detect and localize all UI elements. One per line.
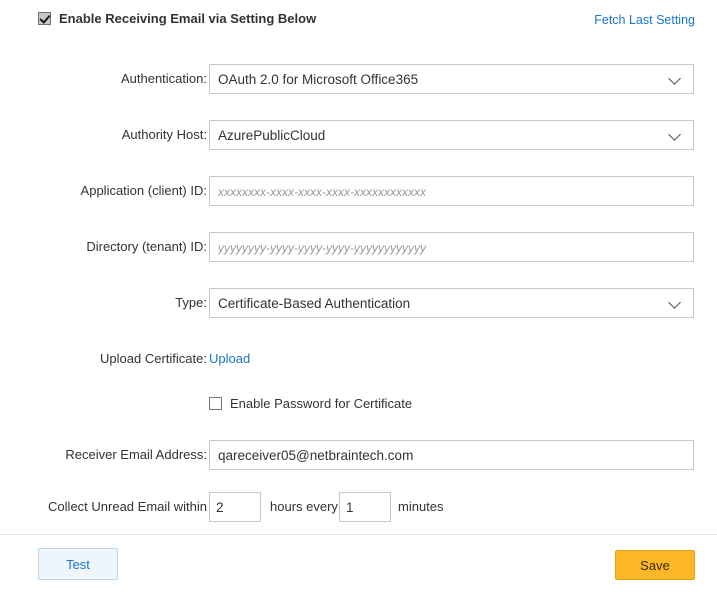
client-id-input[interactable] <box>209 176 694 206</box>
enable-password-label: Enable Password for Certificate <box>230 395 413 411</box>
enable-receiving-email-label: Enable Receiving Email via Setting Below <box>59 11 317 26</box>
chevron-down-icon <box>669 72 683 86</box>
tenant-id-label: Directory (tenant) ID: <box>86 239 207 254</box>
collect-minutes-input[interactable] <box>339 492 391 522</box>
authentication-label: Authentication: <box>120 71 207 86</box>
type-select[interactable] <box>209 288 694 318</box>
client-id-row <box>0 176 717 206</box>
enable-password-row <box>0 388 717 418</box>
tenant-id-input[interactable] <box>209 232 694 262</box>
chevron-down-icon <box>669 296 683 310</box>
collect-unread-row <box>0 492 717 522</box>
receiver-email-row <box>0 440 717 470</box>
collect-unread-label: Collect Unread Email within <box>48 499 207 514</box>
authentication-row <box>0 64 717 94</box>
type-row <box>0 288 717 318</box>
receiver-email-input[interactable] <box>209 440 694 470</box>
collect-hours-input[interactable] <box>209 492 261 522</box>
authentication-value: OAuth 2.0 for Microsoft Office365 <box>218 71 419 87</box>
upload-certificate-link[interactable]: Upload <box>209 351 251 366</box>
minutes-text: minutes <box>398 499 444 514</box>
fetch-last-setting-link[interactable]: Fetch Last Setting <box>594 13 695 27</box>
save-button[interactable]: Save <box>615 550 695 580</box>
chevron-down-icon <box>669 128 683 142</box>
authentication-select[interactable] <box>209 64 694 94</box>
enable-receiving-email-checkbox[interactable] <box>38 12 51 25</box>
enable-password-checkbox[interactable] <box>209 397 222 410</box>
receiver-email-label: Receiver Email Address: <box>65 447 207 462</box>
type-value: Certificate-Based Authentication <box>218 295 411 311</box>
client-id-label: Application (client) ID: <box>80 183 207 198</box>
test-button[interactable]: Test <box>38 548 118 580</box>
panel-header <box>0 11 717 35</box>
authority-host-label: Authority Host: <box>121 127 207 142</box>
enable-receiving-email-checkbox-row[interactable] <box>38 11 316 26</box>
footer-divider <box>0 534 717 535</box>
authority-host-value: AzurePublicCloud <box>218 127 326 143</box>
upload-certificate-label: Upload Certificate: <box>100 351 207 366</box>
tenant-id-row <box>0 232 717 262</box>
upload-certificate-row <box>0 344 717 374</box>
enable-password-checkbox-row[interactable] <box>209 388 412 418</box>
hours-every-text: hours every <box>270 499 338 514</box>
authority-host-row <box>0 120 717 150</box>
authority-host-select[interactable] <box>209 120 694 150</box>
type-label: Type: <box>175 295 207 310</box>
